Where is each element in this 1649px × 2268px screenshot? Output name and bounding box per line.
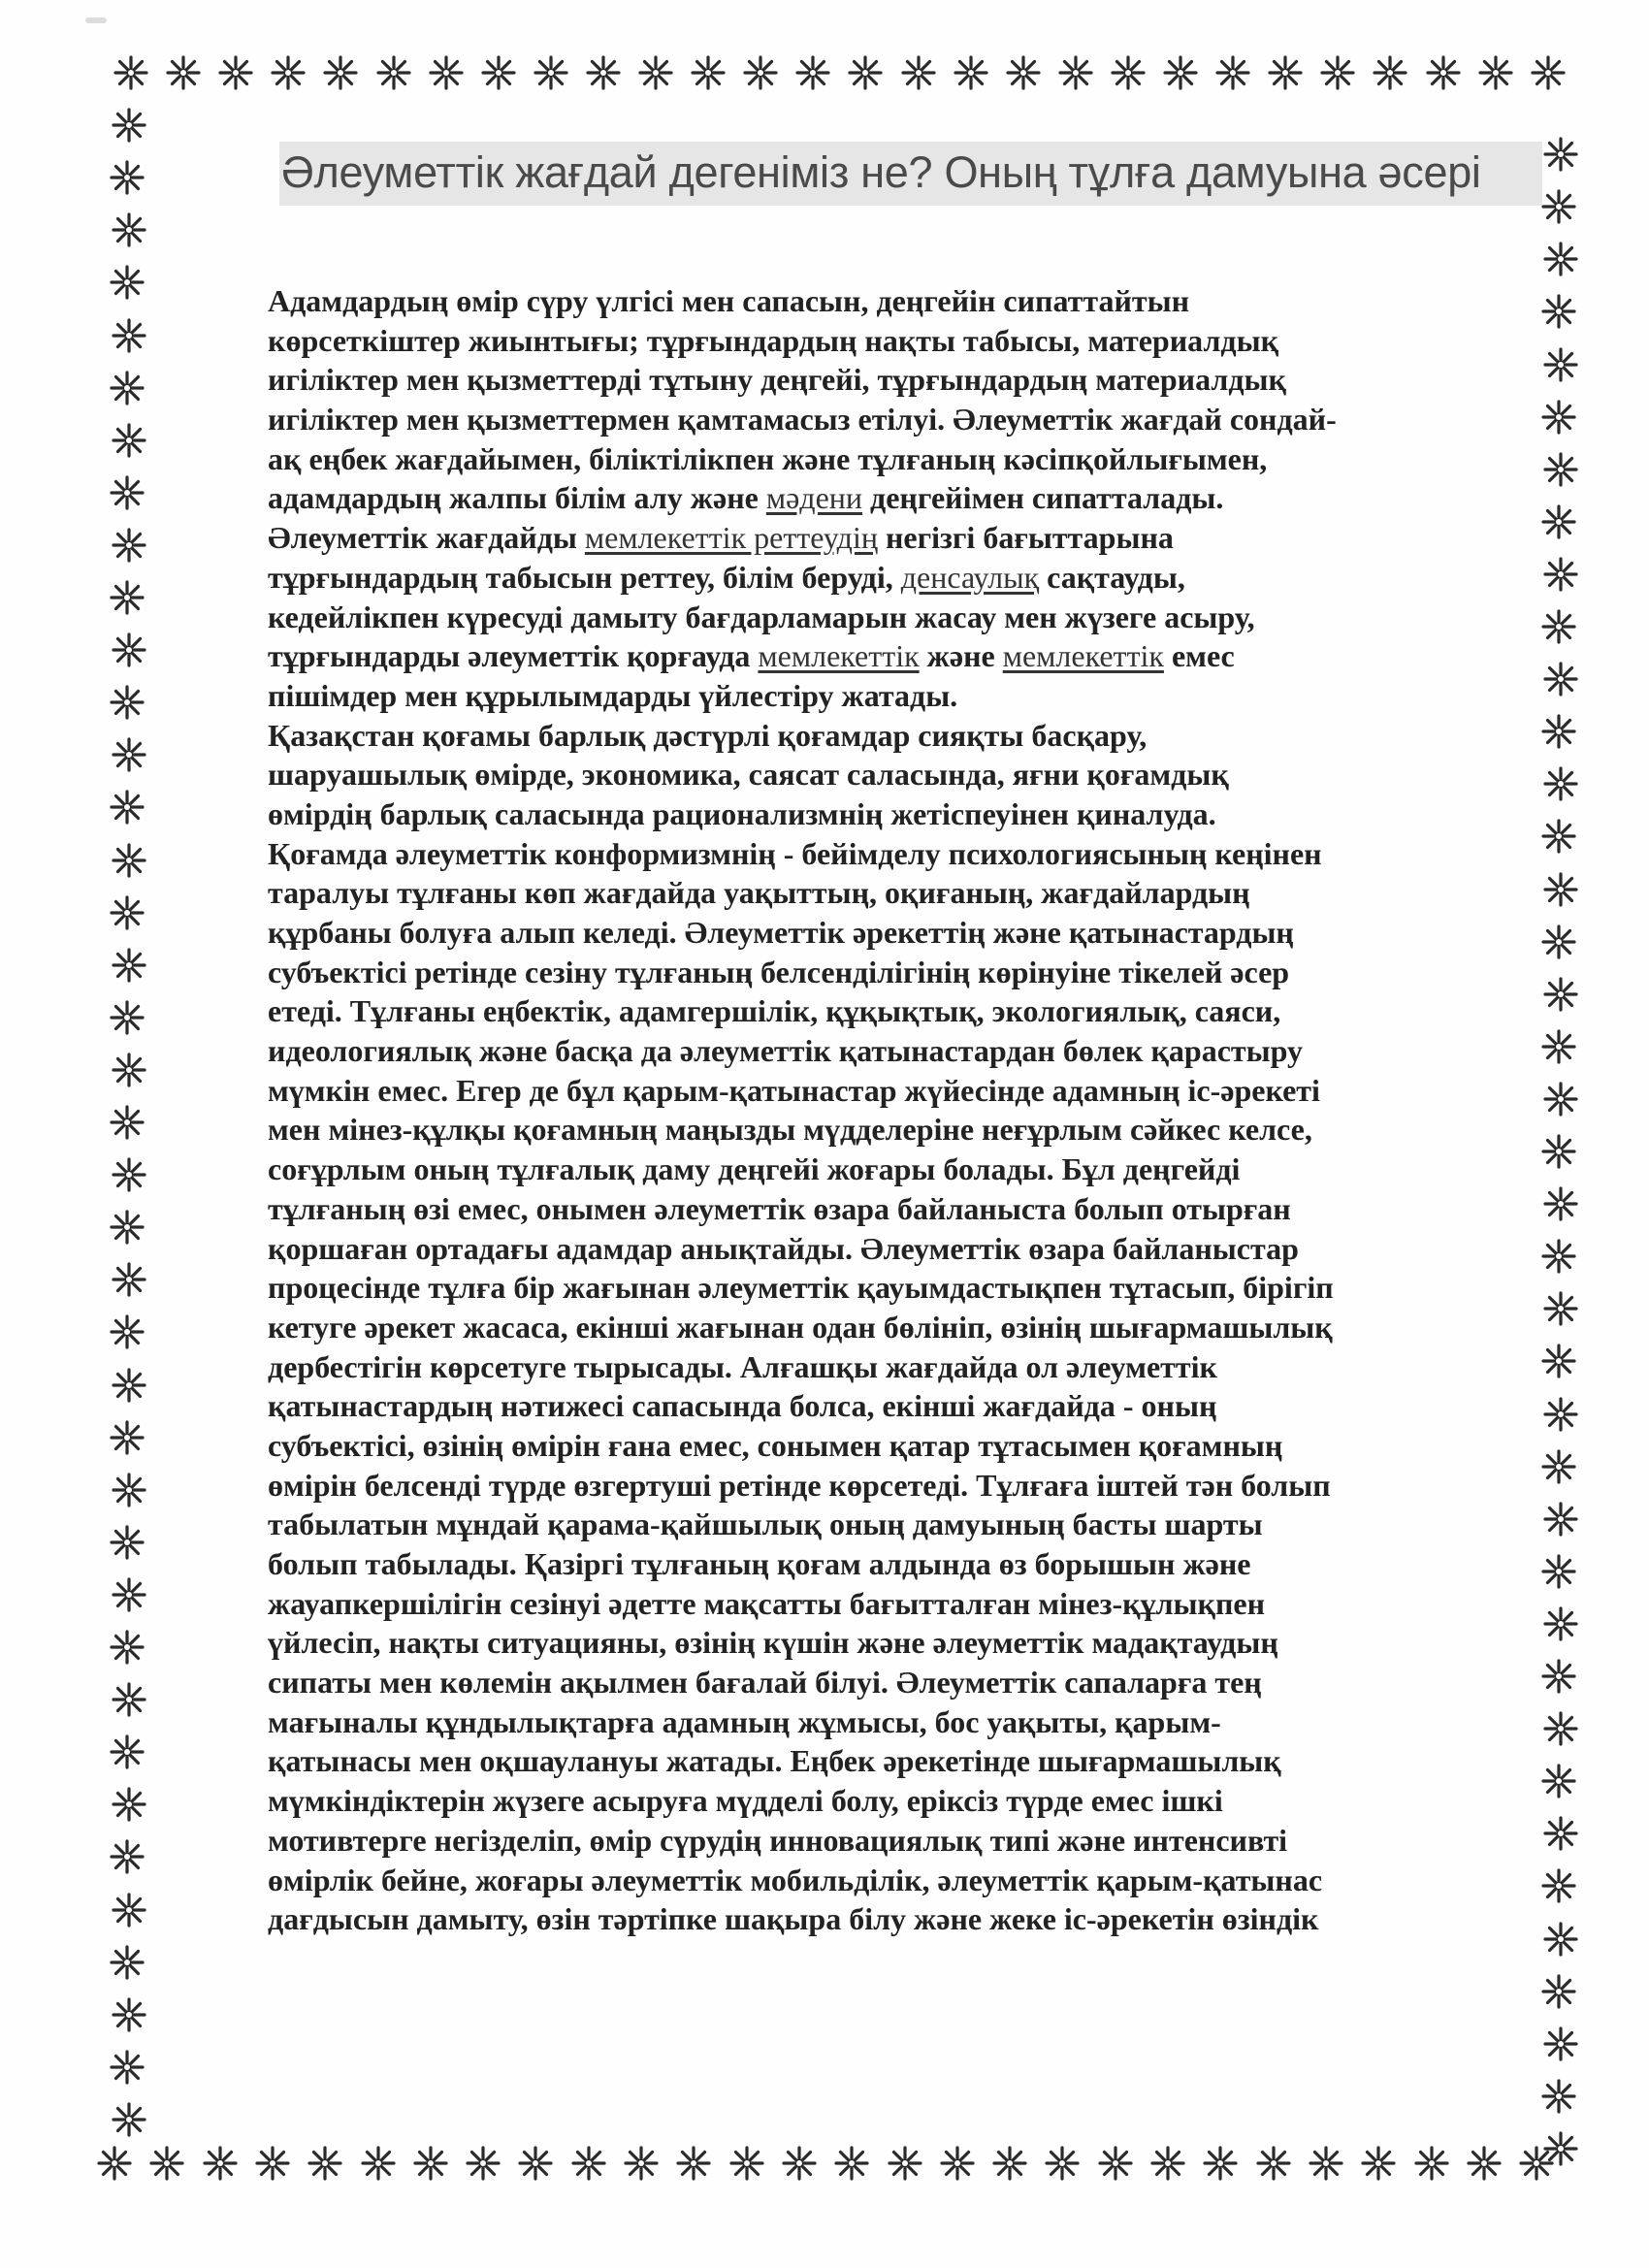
asterisk-flower-icon (1541, 870, 1580, 909)
asterisk-flower-icon (108, 1312, 146, 1351)
asterisk-flower-icon (1539, 923, 1578, 961)
text-line (268, 1741, 1519, 1781)
asterisk-flower-icon (1359, 2144, 1398, 2183)
asterisk-flower-icon (1465, 2144, 1504, 2183)
asterisk-flower-icon (1056, 53, 1095, 92)
asterisk-flower-icon (108, 788, 146, 826)
text-run: емес (1163, 638, 1235, 674)
text-line (268, 518, 1519, 558)
asterisk-flower-icon (108, 578, 146, 617)
asterisk-flower-icon (1539, 187, 1578, 226)
asterisk-flower-icon (1161, 53, 1200, 92)
asterisk-flower-icon (1541, 1395, 1580, 1434)
text-run: болып табылады. Қазіргі тұлғаның қоғам алдында өз борышын және (268, 1546, 1251, 1581)
text-line (268, 281, 1519, 321)
asterisk-flower-icon (253, 2144, 292, 2183)
asterisk-flower-icon (110, 211, 148, 249)
asterisk-flower-icon (1541, 660, 1580, 698)
document-body (268, 281, 1519, 1939)
asterisk-flower-icon (110, 1051, 148, 1089)
text-line (268, 953, 1519, 992)
asterisk-flower-icon (1539, 1866, 1578, 1905)
asterisk-flower-icon (1529, 53, 1568, 92)
text-run: мүмкін емес. Егер де бұл қарым-қатынастар жүйесінде адамның іс-әрекеті (268, 1072, 1320, 1108)
asterisk-flower-icon (1541, 764, 1580, 803)
asterisk-flower-icon (1201, 2144, 1240, 2183)
text-line (268, 1623, 1519, 1663)
asterisk-flower-icon (1541, 1814, 1580, 1853)
text-run: мағыналы құндылықтарға адамның жұмысы, бос уақыты, қарым- (268, 1703, 1221, 1739)
text-run: тұрғындарды әлеуметтік қорғауда (268, 638, 759, 674)
text-run: соғұрлым оның тұлғалық даму деңгейі жоғары болады. Бұл деңгейді (268, 1151, 1241, 1187)
asterisk-flower-icon (1424, 53, 1463, 92)
asterisk-flower-icon (1266, 53, 1305, 92)
text-run: негізгі бағыттарына (877, 520, 1174, 556)
text-run: тұрғындардың табысын реттеу, білім беруді, (268, 559, 901, 595)
asterisk-flower-icon (1541, 555, 1580, 594)
asterisk-flower-icon (846, 53, 885, 92)
asterisk-flower-icon (584, 53, 623, 92)
asterisk-flower-icon (110, 2100, 148, 2139)
text-line (268, 1781, 1519, 1821)
text-run: деңгейімен сипатталады. (862, 480, 1224, 516)
text-line (268, 1229, 1519, 1269)
text-run: дағдысын дамыту, өзін тәртіпке шақыра білу және жеке іс-әрекетін өзіндік (268, 1901, 1319, 1937)
asterisk-flower-icon (1213, 53, 1252, 92)
text-run: көрсеткіштер жиынтығы; тұрғындардың нақты табысы, материалдық (268, 322, 1278, 358)
text-run: мүмкіндіктерін жүзеге асыруға мүдделі болу, еріксіз түрде емес ішкі (268, 1783, 1223, 1819)
asterisk-flower-icon (793, 53, 832, 92)
asterisk-flower-icon (110, 1785, 148, 1824)
text-line (268, 1663, 1519, 1702)
asterisk-flower-icon (108, 683, 146, 722)
asterisk-flower-icon (1109, 53, 1148, 92)
asterisk-flower-icon (1541, 135, 1580, 174)
asterisk-flower-icon (636, 53, 675, 92)
asterisk-flower-icon (201, 2144, 240, 2183)
text-run: үйлесіп, нақты ситуацияны, өзінің күшін және әлеуметтік мадақтаудың (268, 1625, 1278, 1661)
asterisk-flower-icon (147, 2144, 186, 2183)
asterisk-flower-icon (110, 316, 148, 355)
asterisk-flower-icon (306, 2144, 344, 2183)
text-run: өмірлік бейне, жоғары әлеуметтік мобильділік, әлеуметтік қарым-қатынас (268, 1862, 1323, 1897)
text-run: сақтауды, (1039, 559, 1185, 595)
asterisk-flower-icon (1539, 1972, 1578, 2011)
asterisk-flower-icon (1541, 1184, 1580, 1223)
asterisk-flower-icon (108, 1523, 146, 1562)
asterisk-flower-icon (1148, 2144, 1187, 2183)
text-run: мен мінез-құлқы қоғамның маңызды мүдделеріне неғұрлым сәйкес келсе, (268, 1112, 1312, 1148)
asterisk-flower-icon (110, 841, 148, 880)
asterisk-flower-icon (108, 1103, 146, 1142)
asterisk-flower-icon (164, 53, 203, 92)
asterisk-flower-icon (1541, 975, 1580, 1014)
text-line (268, 321, 1519, 361)
text-run: Әлеуметтік жағдайды (268, 520, 585, 556)
asterisk-flower-icon (108, 1837, 146, 1876)
text-run: сипаты мен көлемін ақылмен бағалай білуі. Әлеуметтік сапаларға тең (268, 1665, 1262, 1701)
asterisk-flower-icon (1539, 398, 1578, 437)
asterisk-flower-icon (1539, 1342, 1578, 1380)
asterisk-flower-icon (1541, 1500, 1580, 1539)
asterisk-flower-icon (674, 2144, 713, 2183)
text-line (268, 1386, 1519, 1426)
text-run: Қазақстан қоғамы барлық дәстүрлі қоғамдар сияқты басқару, (268, 717, 1148, 753)
text-run: кетуге әрекет жасаса, екінші жағынан одан бөлініп, өзінің шығармашылық (268, 1309, 1333, 1345)
text-run: адамдардың жалпы білім алу және (268, 480, 766, 516)
asterisk-flower-icon (110, 1155, 148, 1194)
asterisk-flower-icon (532, 53, 570, 92)
asterisk-flower-icon (110, 946, 148, 985)
asterisk-flower-icon (1476, 53, 1515, 92)
text-run: идеологиялық және басқа да әлеуметтік қатынастардан бөлек қарастыру (268, 1033, 1303, 1069)
asterisk-flower-icon (110, 631, 148, 669)
text-line (268, 991, 1519, 1031)
text-line (268, 636, 1519, 676)
asterisk-flower-icon (1539, 1657, 1578, 1696)
asterisk-flower-icon (1541, 450, 1580, 489)
asterisk-flower-icon (108, 473, 146, 512)
text-line (268, 598, 1519, 637)
asterisk-flower-icon (1004, 53, 1043, 92)
asterisk-flower-icon (1539, 1027, 1578, 1066)
text-line (268, 1268, 1519, 1308)
asterisk-flower-icon (516, 2144, 555, 2183)
asterisk-flower-icon (1539, 1762, 1578, 1800)
text-run: құрбаны болуға алып келеді. Әлеуметтік әрекеттің және қатынастардың (268, 915, 1294, 950)
text-run: игіліктер мен қызметтермен қамтамасыз етілуі. Әлеуметтік жағдай сондай- (268, 402, 1337, 437)
asterisk-flower-icon (110, 1995, 148, 2034)
asterisk-flower-icon (1541, 1920, 1580, 1959)
text-line (268, 478, 1519, 518)
text-run: дербестігін көрсетуге тырысады. Алғашқы жағдайда ол әлеуметтік (268, 1348, 1217, 1384)
asterisk-flower-icon (110, 106, 148, 145)
asterisk-flower-icon (1412, 2144, 1451, 2183)
text-run: ақ еңбек жағдайымен, біліктілікпен және тұлғаның кәсіпқойлығымен, (268, 440, 1268, 476)
asterisk-flower-icon (108, 893, 146, 932)
asterisk-flower-icon (95, 2144, 134, 2183)
asterisk-flower-icon (1539, 712, 1578, 751)
text-run: етеді. Тұлғаны еңбектік, адамгершілік, құқықтық, экологиялық, саяси, (268, 993, 1281, 1029)
asterisk-flower-icon (1541, 1080, 1580, 1118)
text-line (268, 1347, 1519, 1387)
asterisk-flower-icon (886, 2144, 924, 2183)
asterisk-flower-icon (464, 2144, 502, 2183)
text-line (268, 1071, 1519, 1111)
asterisk-flower-icon (108, 1733, 146, 1771)
asterisk-flower-icon (1318, 53, 1357, 92)
text-line (268, 1584, 1519, 1624)
asterisk-flower-icon (990, 2144, 1029, 2183)
asterisk-flower-icon (938, 2144, 977, 2183)
asterisk-flower-icon (110, 1366, 148, 1405)
asterisk-flower-icon (110, 1260, 148, 1299)
text-line (268, 1150, 1519, 1189)
asterisk-flower-icon (728, 2144, 766, 2183)
text-line (268, 1505, 1519, 1544)
asterisk-flower-icon (359, 2144, 398, 2183)
asterisk-flower-icon (110, 735, 148, 774)
text-run: өмірдің барлық саласында рационализмнің жетіспеуінен қиналуда. (268, 795, 1216, 831)
text-run: және (919, 638, 1003, 674)
text-line (268, 439, 1519, 479)
asterisk-flower-icon (952, 53, 990, 92)
text-line (268, 913, 1519, 953)
text-line (268, 873, 1519, 913)
asterisk-flower-icon (1541, 1289, 1580, 1328)
text-run: қатынастардың нәтижесі сапасында болса, екінші жағдайда - оның (268, 1388, 1217, 1424)
text-line (268, 716, 1519, 756)
text-run: Адамдардың өмір сүру үлгісі мен сапасын, деңгейін сипаттайтын (268, 283, 1190, 318)
asterisk-flower-icon (1539, 502, 1578, 541)
asterisk-flower-icon (832, 2144, 871, 2183)
text-run: қоршаған ортадағы адамдар анықтайды. Әлеуметтік өзара байланыстар (268, 1230, 1299, 1266)
asterisk-flower-icon (108, 263, 146, 302)
asterisk-flower-icon (108, 158, 146, 197)
text-run: процесінде тұлға бір жағынан әлеуметтік қауымдастықпен тұтасып, бірігіп (268, 1270, 1334, 1306)
text-run: шаруашылық өмірде, экономика, саясат саласында, яғни қоғамдық (268, 757, 1229, 793)
text-line (268, 1426, 1519, 1466)
asterisk-flower-icon (1043, 2144, 1082, 2183)
text-run: тұлғаның өзі емес, онымен әлеуметтік өзара байланыста болып отырған (268, 1190, 1291, 1226)
asterisk-flower-icon (569, 2144, 608, 2183)
text-run: кедейлікпен күресуді дамыту бағдарламарын жасау мен жүзеге асыру, (268, 599, 1255, 634)
asterisk-flower-icon (216, 53, 255, 92)
asterisk-flower-icon (689, 53, 728, 92)
asterisk-flower-icon (108, 1628, 146, 1667)
asterisk-flower-icon (622, 2144, 661, 2183)
asterisk-flower-icon (780, 2144, 819, 2183)
text-line (268, 1031, 1519, 1071)
hyperlink[interactable]: мемлекеттік (758, 638, 920, 674)
asterisk-flower-icon (1307, 2144, 1345, 2183)
asterisk-flower-icon (374, 53, 413, 92)
asterisk-flower-icon (1539, 1447, 1578, 1486)
hyperlink[interactable]: мәдени (765, 480, 863, 516)
asterisk-flower-icon (899, 53, 938, 92)
text-line (268, 834, 1519, 874)
scan-smudge (85, 17, 107, 23)
asterisk-flower-icon (1539, 607, 1578, 646)
text-line (268, 400, 1519, 439)
asterisk-flower-icon (1541, 2129, 1580, 2168)
asterisk-flower-icon (1096, 2144, 1135, 2183)
asterisk-flower-icon (1539, 292, 1578, 331)
text-run: пішімдер мен құрылымдарды үйлестіру жатады. (268, 677, 958, 713)
text-line (268, 1466, 1519, 1506)
asterisk-flower-icon (1541, 240, 1580, 278)
hyperlink[interactable]: мемлекеттік реттеудің (584, 520, 878, 556)
text-run: таралуы тұлғаны көп жағдайда уақыттың, оқиғаның, жағдайлардың (268, 875, 1250, 911)
asterisk-flower-icon (110, 526, 148, 565)
asterisk-flower-icon (479, 53, 518, 92)
asterisk-flower-icon (110, 1891, 148, 1929)
asterisk-flower-icon (1539, 817, 1578, 856)
asterisk-flower-icon (741, 53, 780, 92)
asterisk-flower-icon (427, 53, 466, 92)
asterisk-flower-icon (110, 1471, 148, 1509)
text-run: табылатын мұндай қарама-қайшылық оның дамуының басты шарты (268, 1507, 1263, 1542)
text-run: қатынасы мен оқшаулануы жатады. Еңбек әрекетінде шығармашылық (268, 1743, 1281, 1779)
asterisk-flower-icon (108, 1208, 146, 1247)
text-line (268, 794, 1519, 834)
asterisk-flower-icon (269, 53, 307, 92)
asterisk-flower-icon (110, 1680, 148, 1719)
text-line (268, 676, 1519, 716)
text-run: жауапкершілігін сезінуі әдетте мақсатты бағытталған мінез-құлықпен (268, 1585, 1266, 1621)
asterisk-flower-icon (1541, 345, 1580, 384)
asterisk-flower-icon (1539, 1132, 1578, 1171)
asterisk-flower-icon (110, 421, 148, 460)
asterisk-flower-icon (1254, 2144, 1293, 2183)
asterisk-flower-icon (112, 53, 150, 92)
text-line (268, 1308, 1519, 1347)
asterisk-flower-icon (108, 998, 146, 1037)
hyperlink[interactable]: мемлекеттік (1002, 638, 1164, 674)
text-line (268, 1861, 1519, 1900)
asterisk-flower-icon (1541, 1709, 1580, 1748)
asterisk-flower-icon (1517, 2144, 1556, 2183)
page-title: Әлеуметтік жағдай дегеніміз не? Оның тұлға дамуына әсері (281, 147, 1481, 197)
text-line (268, 1189, 1519, 1229)
asterisk-flower-icon (1539, 1237, 1578, 1276)
text-run: субъектісі, өзінің өмірін ғана емес, сонымен қатар тұтасымен қоғамның (268, 1427, 1283, 1463)
text-line (268, 755, 1519, 794)
text-line (268, 360, 1519, 400)
text-line (268, 1544, 1519, 1584)
text-line (268, 1702, 1519, 1742)
text-run: игіліктер мен қызметтерді тұтыну деңгейі, тұрғындардың материалдық (268, 362, 1286, 398)
asterisk-flower-icon (108, 1943, 146, 1982)
asterisk-flower-icon (108, 2048, 146, 2087)
text-run: өмірін белсенді түрде өзгертуші ретінде көрсетеді. Тұлғаға іштей тән болып (268, 1467, 1331, 1503)
asterisk-flower-icon (1541, 1604, 1580, 1643)
text-run: мотивтерге негізделіп, өмір сүрудің инновациялық типі және интенсивті (268, 1822, 1288, 1858)
asterisk-flower-icon (1539, 2077, 1578, 2116)
asterisk-flower-icon (110, 1575, 148, 1614)
asterisk-flower-icon (411, 2144, 450, 2183)
text-run: субъектісі ретінде сезіну тұлғаның белсенділігінің көрінуіне тікелей әсер (268, 954, 1290, 989)
text-line (268, 1821, 1519, 1861)
text-line (268, 1110, 1519, 1150)
asterisk-flower-icon (1541, 2025, 1580, 2063)
text-run: Қоғамда әлеуметтік конформизмнің - бейімделу психологиясының кеңінен (268, 835, 1322, 871)
hyperlink[interactable]: денсаулық (900, 559, 1040, 595)
text-line (268, 558, 1519, 598)
asterisk-flower-icon (108, 369, 146, 407)
asterisk-flower-icon (108, 1418, 146, 1457)
asterisk-flower-icon (1539, 1552, 1578, 1591)
text-line (268, 1899, 1519, 1939)
asterisk-flower-icon (321, 53, 360, 92)
asterisk-flower-icon (1371, 53, 1409, 92)
